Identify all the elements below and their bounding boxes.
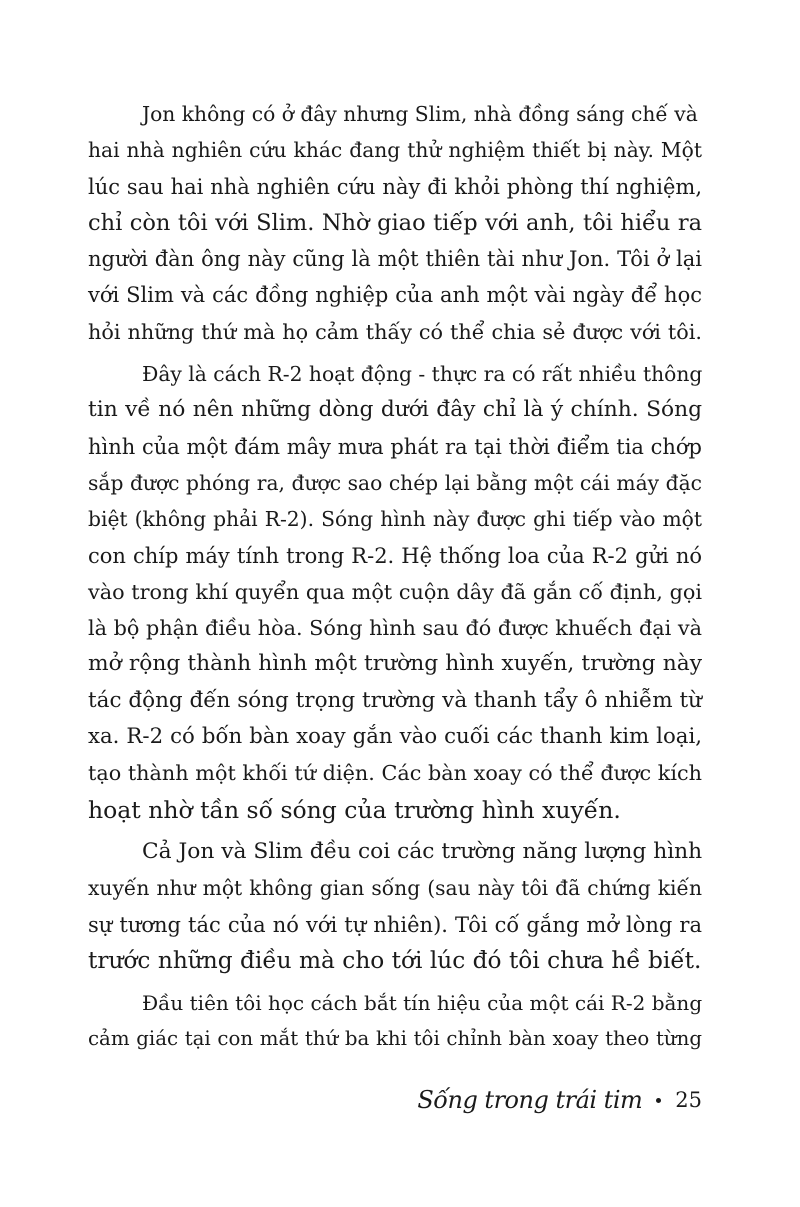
page-number: 25 [675, 1088, 702, 1112]
text-line: con chíp máy tính trong R-2. Hệ thống loa của R-2 gửi nó [88, 543, 702, 568]
separator-dot-icon [656, 1098, 661, 1103]
text-line: tạo thành một khối tứ diện. Các bàn xoay có thể được kích [88, 761, 702, 786]
text-line: xuyến như một không gian sống (sau này tôi đã chứng kiến [88, 876, 702, 901]
text-line: hai nhà nghiên cứu khác đang thử nghiệm thiết bị này. Một [88, 138, 702, 163]
text-line: biệt (không phải R-2). Sóng hình này được ghi tiếp vào một [88, 507, 702, 532]
text-line: sự tương tác của nó với tự nhiên). Tôi cố gắng mở lòng ra [88, 912, 702, 937]
text-line: Đây là cách R-2 hoạt động - thực ra có rất nhiều thông [142, 362, 703, 387]
text-line: với Slim và các đồng nghiệp của anh một vài ngày để học [88, 283, 702, 308]
text-line: chỉ còn tôi với Slim. Nhờ giao tiếp với anh, tôi hiểu ra [88, 209, 702, 236]
body-text [88, 96, 702, 1058]
text-line: hình của một đám mây mưa phát ra tại thời điểm tia chớp [88, 434, 702, 459]
running-title: Sống trong trái tim [417, 1086, 643, 1114]
text-line: Jon không có ở đây nhưng Slim, nhà đồng sáng chế và [142, 102, 698, 126]
text-line: sắp được phóng ra, được sao chép lại bằng một cái máy đặc [88, 470, 702, 495]
text-line: tin về nó nên những dòng dưới đây chỉ là ý chính. Sóng [88, 397, 702, 423]
text-line: trước những điều mà cho tới lúc đó tôi chưa hề biết. [88, 946, 702, 974]
text-line: vào trong khí quyển qua một cuộn dây đã gắn cố định, gọi [88, 579, 702, 604]
text-line: hỏi những thứ mà họ cảm thấy có thể chia sẻ được với tôi. [88, 319, 702, 344]
paragraph-2 [88, 356, 702, 828]
text-line: mở rộng thành hình một trường hình xuyến, trường này [88, 651, 702, 677]
text-line: Cả Jon và Slim đều coi các trường năng lượng hình [142, 838, 703, 864]
paragraph-3 [88, 834, 702, 979]
text-line: lúc sau hai nhà nghiên cứu này đi khỏi phòng thí nghiệm, [88, 174, 702, 199]
text-line: là bộ phận điều hòa. Sóng hình sau đó được khuếch đại và [88, 616, 702, 641]
page-footer [417, 1086, 702, 1114]
text-line: người đàn ông này cũng là một thiên tài như Jon. Tôi ở lại [88, 247, 702, 272]
paragraph-1 [88, 96, 702, 350]
paragraph-4 [88, 985, 702, 1058]
text-line: Đầu tiên tôi học cách bắt tín hiệu của một cái R-2 bằng [142, 991, 703, 1016]
text-line: cảm giác tại con mắt thứ ba khi tôi chỉnh bàn xoay theo từng [88, 1027, 702, 1051]
text-line: hoạt nhờ tần số sóng của trường hình xuyến. [88, 795, 621, 824]
text-line: xa. R-2 có bốn bàn xoay gắn vào cuối các thanh kim loại, [88, 724, 702, 750]
text-line: tác động đến sóng trọng trường và thanh tẩy ô nhiễm từ [88, 687, 702, 713]
